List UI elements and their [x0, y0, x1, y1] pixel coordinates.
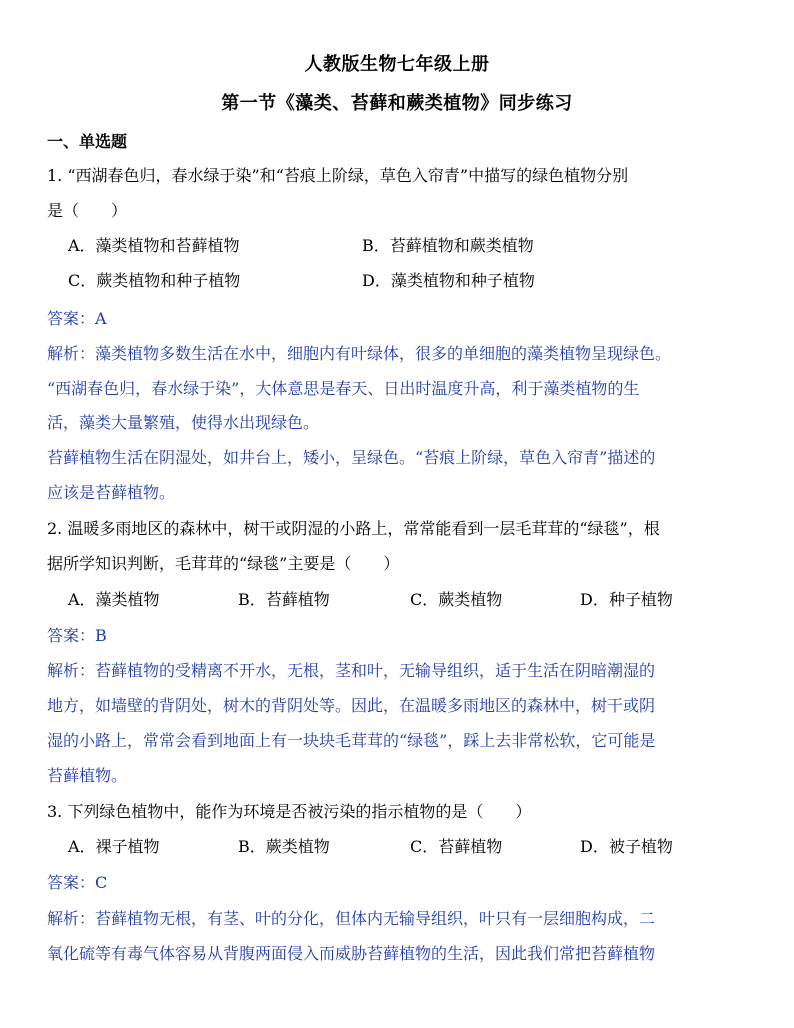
- question-1-explanation-line: 解析：藻类植物多数生活在水中，细胞内有叶绿体，很多的单细胞的藻类植物呈现绿色。: [47, 344, 672, 363]
- question-3-option-a: A．裸子植物: [68, 837, 160, 856]
- question-1-option-c: C．蕨类植物和种子植物: [68, 271, 241, 290]
- question-3-explanation-line: 氧化硫等有毒气体容易从背腹两面侵入而威胁苔藓植物的生活，因此我们常把苔藓植物: [47, 944, 656, 963]
- question-1-stem: 1. “西湖春色归，春水绿于染”和“苔痕上阶绿，草色入帘青”中描写的绿色植物分别: [47, 166, 629, 185]
- question-1-explanation-line: 苔藓植物生活在阴湿处，如井台上，矮小，呈绿色。“苔痕上阶绿，草色入帘青”描述的: [47, 448, 656, 467]
- question-1-answer: 答案：A: [47, 309, 107, 328]
- question-2-explanation-line: 地方，如墙壁的背阴处，树木的背阴处等。因此，在温暖多雨地区的森林中，树干或阴: [47, 696, 656, 715]
- question-2-explanation-line: 湿的小路上，常常会看到地面上有一块块毛茸茸的“绿毯”，踩上去非常松软，它可能是: [47, 731, 656, 750]
- question-1-explanation-line: 活，藻类大量繁殖，使得水出现绿色。: [47, 413, 320, 432]
- question-2-option-b: B．苔藓植物: [238, 590, 330, 609]
- question-3-option-d: D．被子植物: [580, 837, 673, 856]
- question-2-explanation-line: 苔藓植物。: [47, 766, 128, 785]
- question-1-explanation-line: “西湖春色归，春水绿于染”，大体意思是春天、日出时温度升高，利于藻类植物的生: [47, 379, 640, 398]
- question-3-option-c: C．苔藓植物: [410, 837, 503, 856]
- question-2-answer: 答案：B: [47, 626, 107, 645]
- question-3-answer: 答案：C: [47, 873, 108, 892]
- section-heading: 一、单选题: [47, 132, 128, 151]
- document-subtitle: 第一节《藻类、苔藓和蕨类植物》同步练习: [221, 93, 573, 114]
- question-2-option-c: C．蕨类植物: [410, 590, 503, 609]
- question-3-option-b: B．蕨类植物: [238, 837, 330, 856]
- document-title: 人教版生物七年级上册: [304, 54, 490, 75]
- question-3-stem: 3. 下列绿色植物中，能作为环境是否被污染的指示植物的是（ ）: [47, 802, 532, 821]
- question-1-option-b: B．苔藓植物和蕨类植物: [362, 236, 534, 255]
- question-2-stem-cont: 据所学知识判断，毛茸茸的“绿毯”主要是（ ）: [47, 554, 400, 573]
- question-1-stem-cont: 是（ ）: [47, 201, 128, 220]
- question-2-option-d: D．种子植物: [580, 590, 673, 609]
- question-1-option-a: A．藻类植物和苔藓植物: [68, 236, 240, 255]
- question-3-explanation-line: 解析：苔藓植物无根，有茎、叶的分化，但体内无输导组织，叶只有一层细胞构成，二: [47, 909, 656, 928]
- question-2-option-a: A．藻类植物: [68, 590, 160, 609]
- question-1-explanation-line: 应该是苔藓植物。: [47, 483, 176, 502]
- question-1-option-d: D．藻类植物和种子植物: [362, 271, 535, 290]
- question-2-explanation-line: 解析：苔藓植物的受精离不开水，无根，茎和叶，无输导组织，适于生活在阴暗潮湿的: [47, 661, 656, 680]
- question-2-stem: 2. 温暖多雨地区的森林中，树干或阴湿的小路上，常常能看到一层毛茸茸的“绿毯”，根: [47, 519, 660, 538]
